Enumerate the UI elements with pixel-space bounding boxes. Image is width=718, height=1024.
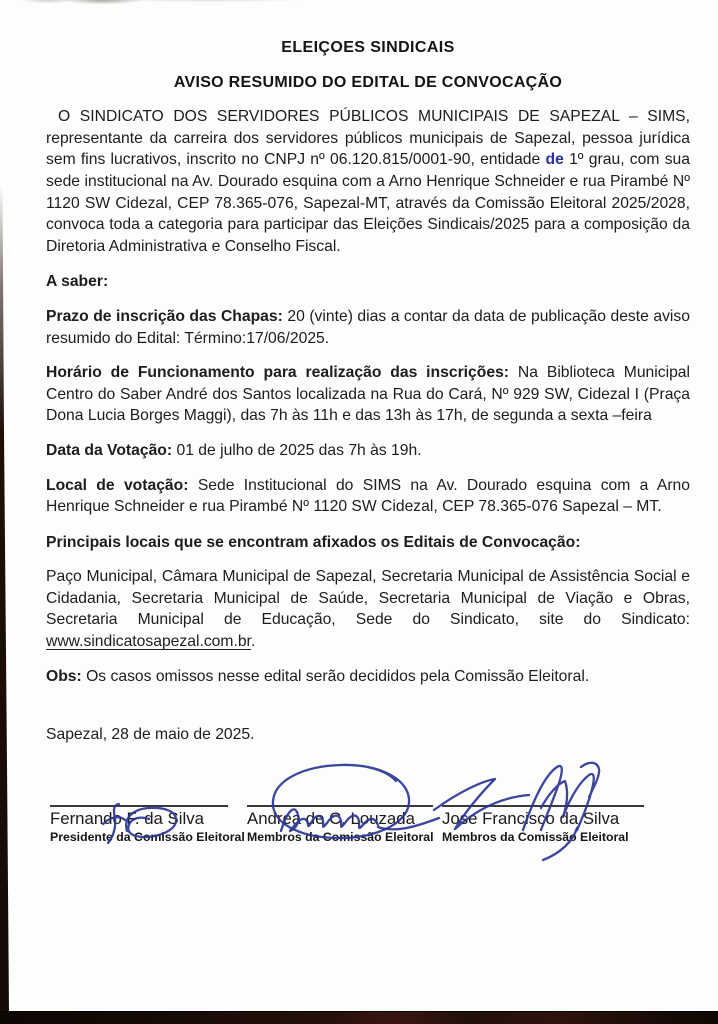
data-votacao-text: 01 de julho de 2025 das 7h às 19h. xyxy=(176,441,422,459)
obs-label: Obs: xyxy=(46,667,82,685)
signature-line xyxy=(247,805,433,807)
signer-name: Andrea de C. Louzada xyxy=(247,809,415,828)
locations-text: Paço Municipal, Câmara Municipal de Sapezal, Secretaria Municipal de Assistência Social e Cidadania, Secretaria Municipal de Saúde, Secretaria Municipal de Viação e Obras, Secretaria Municipal de Educação, Sede do Sindicato, site do Sindicato: xyxy=(46,568,690,629)
intro-paragraph xyxy=(46,106,690,257)
signature-block-member-1 xyxy=(247,805,433,844)
obs-text: Os casos omissos nesse edital serão decididos pela Comissão Eleitoral. xyxy=(81,667,590,685)
obs-paragraph xyxy=(46,666,690,688)
signature-line xyxy=(442,805,644,807)
document-body xyxy=(46,0,690,687)
intro-text-2: 1º grau, com sua sede institucional na Av. Dourado esquina com a Arno Henrique Schneider e rua Pirambé Nº 1120 SW Cidezal, CEP 78.365-076, Sapezal-MT, através da Comissão Eleitoral 2025/2028, convoca toda a categoria para participar das Eleições Sindicais/2025 para a composição da Diretoria Administrativa e Conselho Fiscal. xyxy=(46,151,690,255)
a-saber-heading: A saber: xyxy=(46,273,109,291)
scan-edge-bottom xyxy=(0,1011,718,1024)
signature-block-president xyxy=(50,805,245,844)
signature-block-member-2 xyxy=(442,805,644,844)
scan-smudge-artifact xyxy=(18,0,348,8)
data-votacao-item xyxy=(46,440,690,462)
local-votacao-label: Local de votação: xyxy=(46,476,189,494)
dateline: Sapezal, 28 de maio de 2025. xyxy=(46,726,255,743)
horario-funcionamento-text: Na Biblioteca Municipal Centro do Saber André dos Santos localizada na Rua do Cará, Nº 929 SW, Cidezal I (Praça Dona Lucia Borges Maggi), das 7h às 11h e das 13h às 17h, de segunda a sexta –feira xyxy=(46,364,691,425)
horario-funcionamento-item xyxy=(46,362,690,427)
local-votacao-text: Sede Institucional do SIMS na Av. Dourado esquina com a Arno Henrique Schneider e rua Pirambé Nº 1120 SW Cidezal, CEP 78.365-076 Sapezal – MT. xyxy=(46,476,690,516)
local-votacao-item xyxy=(46,475,690,518)
locations-heading: Principais locais que se encontram afixados os Editais de Convocação: xyxy=(46,533,581,551)
horario-funcionamento-label: Horário de Funcionamento para realização das inscrições: xyxy=(46,364,510,382)
intro-text-1: O SINDICATO DOS SERVIDORES PÚBLICOS MUNICIPAIS DE SAPEZAL – SIMS, representante da carreira dos servidores públicos municipais de Sapezal, pessoa jurídica sem fins lucrativos, inscrito no CNPJ nº 06.120.815/0001-90, entidade xyxy=(46,108,690,169)
signer-name: Fernando F. da Silva xyxy=(50,809,204,828)
signature-line xyxy=(50,805,228,807)
prazo-inscricao-label: Prazo de inscrição das Chapas: xyxy=(46,307,283,325)
signer-role: Membros da Comissão Eleitoral xyxy=(442,830,629,844)
pen-corrected-word: de xyxy=(545,151,564,169)
data-votacao-label: Data da Votação: xyxy=(46,441,173,459)
prazo-inscricao-item xyxy=(46,306,690,349)
document-subtitle: AVISO RESUMIDO DO EDITAL DE CONVOCAÇÃO xyxy=(173,73,563,91)
signature-section xyxy=(0,805,718,915)
locations-paragraph xyxy=(46,566,690,652)
signer-role: Membros da Comissão Eleitoral xyxy=(247,830,434,844)
prazo-inscricao-text: 20 (vinte) dias a contar da data de publicação deste aviso resumido do Edital: Término:17/06/2025. xyxy=(46,307,690,347)
union-website-link[interactable]: www.sindicatosapezal.com.br xyxy=(46,633,251,651)
signer-name: Jose Francisco da Silva xyxy=(442,809,620,828)
document-title: ELEIÇOES SINDICAIS xyxy=(281,39,455,56)
signer-role: Presidente da Comissão Eleitoral xyxy=(50,830,245,844)
locations-text-suffix: . xyxy=(250,633,256,651)
